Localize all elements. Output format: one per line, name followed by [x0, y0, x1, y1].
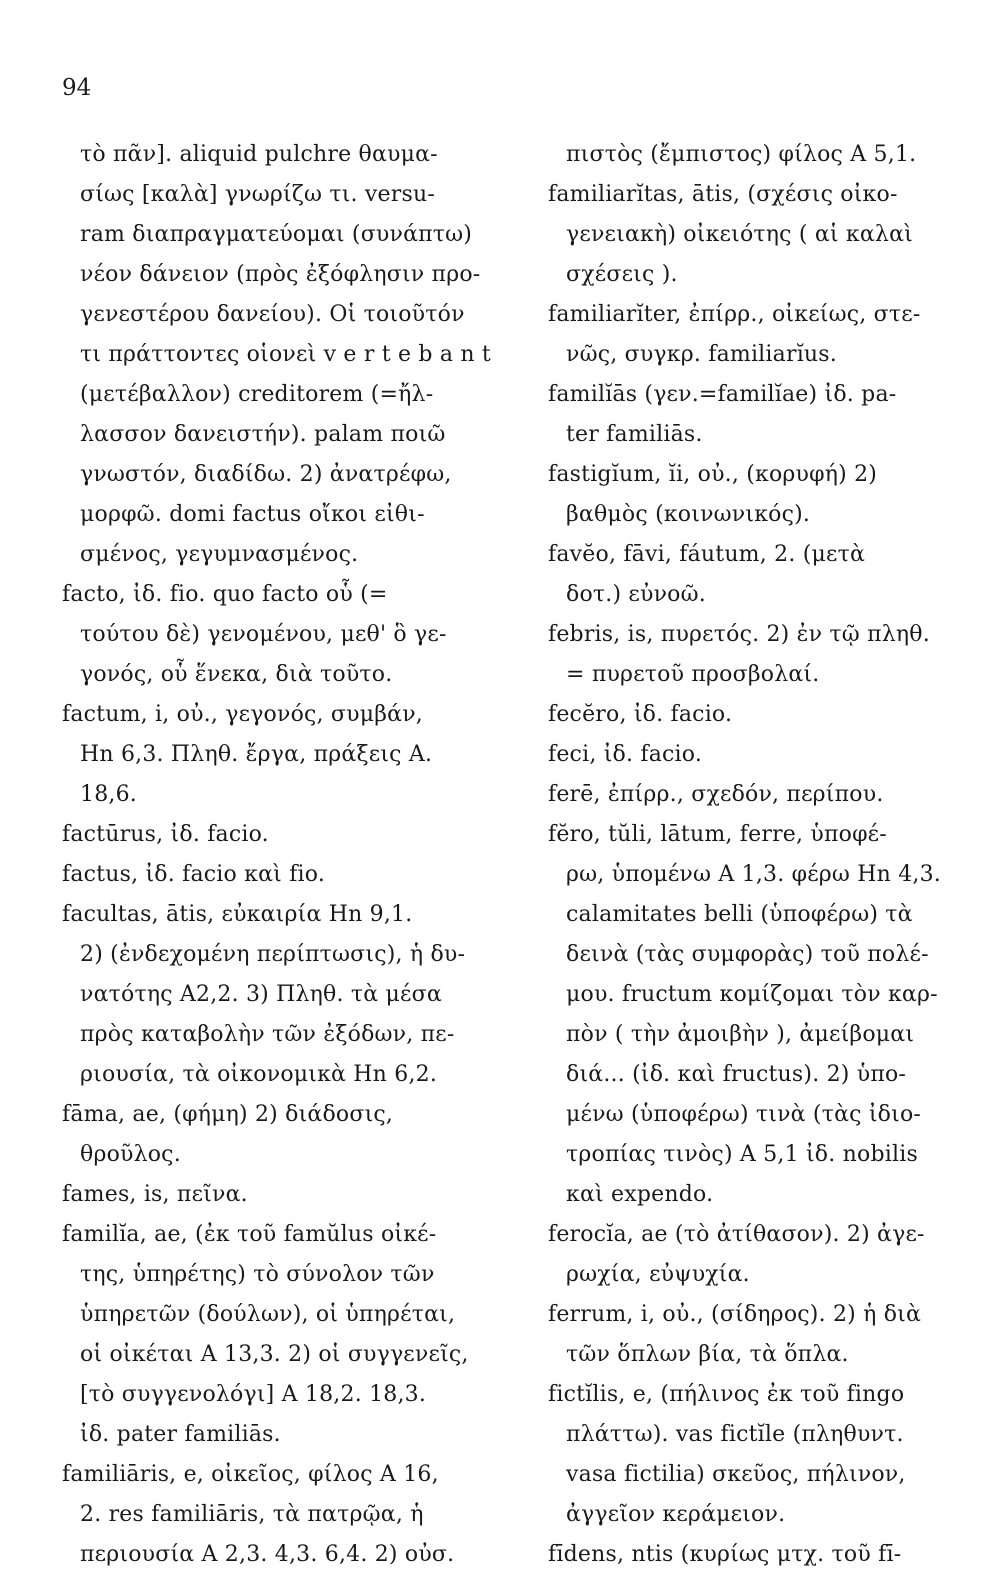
left-column	[62, 135, 514, 1575]
left-column-line: της, ὑπηρέτης) τὸ σύνολον τῶν	[80, 1262, 435, 1287]
right-column-line: γενειακὴ) οἰκειότης ( αἱ καλαὶ	[566, 222, 913, 247]
right-column-line: δεινὰ (τὰς συμφορὰς) τοῦ πολέ-	[566, 942, 929, 967]
right-column-line: δοτ.) εὐνοῶ.	[566, 582, 706, 607]
right-column	[548, 135, 980, 1575]
right-column-line: ferē, ἐπίρρ., σχεδόν, περίπου.	[548, 782, 884, 807]
left-column-line: factum, i, οὐ., γεγονός, συμβάν,	[62, 702, 423, 727]
left-column-line: facultas, ātis, εὐκαιρία Hn 9,1.	[62, 902, 413, 927]
right-column-line: feci, ἰδ. facio.	[548, 742, 703, 767]
right-column-line: vasa fictilia) σκεῦος, πήλινον,	[566, 1462, 906, 1487]
left-column-line: ἰδ. pater familiās.	[80, 1422, 281, 1447]
right-column-line: ferrum, i, οὐ., (σίδηρος). 2) ἡ διὰ	[548, 1302, 922, 1327]
right-column-line: βαθμὸς (κοινωνικός).	[566, 502, 811, 527]
left-column-line: ὑπηρετῶν (δούλων), οἱ ὑπηρέται,	[80, 1302, 456, 1327]
right-column-line: fictĭlis, e, (πήλινος ἐκ τοῦ fingo	[548, 1382, 905, 1407]
left-column-line: οἱ οἰκέται Α 13,3. 2) οἱ συγγενεῖς,	[80, 1342, 469, 1367]
left-column-line: λασσον δανειστήν). palam ποιῶ	[80, 422, 446, 447]
left-column-line: familiāris, e, οἰκεῖος, φίλος Α 16,	[62, 1462, 439, 1487]
right-column-line: τῶν ὅπλων βία, τὰ ὅπλα.	[566, 1342, 849, 1367]
left-column-line: fames, is, πεῖνα.	[62, 1182, 248, 1207]
left-column-line: νατότης Α2,2. 3) Πληθ. τὰ μέσα	[80, 982, 442, 1007]
right-column-line: διά... (ἰδ. καὶ fructus). 2) ὑπο-	[566, 1062, 907, 1087]
right-column-line: familiarĭtas, ātis, (σχέσις οἰκο-	[548, 182, 898, 207]
right-column-line: καὶ expendo.	[566, 1182, 714, 1207]
right-column-line: μου. fructum κομίζομαι τὸν καρ-	[566, 982, 938, 1007]
left-column-line: τι πράττοντες οἱονεὶ v e r t e b a n t	[80, 342, 491, 367]
left-column-line: περιουσία Α 2,3. 4,3. 6,4. 2) οὐσ.	[80, 1542, 455, 1567]
right-column-line: ter familiās.	[566, 422, 703, 447]
right-column-line: ρωχία, εὐψυχία.	[566, 1262, 750, 1287]
left-column-line: fāma, ae, (φήμη) 2) διάδοσις,	[62, 1102, 394, 1127]
right-column-line: τροπίας τινὸς) Α 5,1 ἰδ. nobilis	[566, 1142, 918, 1167]
left-column-line: 2) (ἐνδεχομένη περίπτωσις), ἡ δυ-	[80, 942, 466, 967]
right-column-line: = πυρετοῦ προσβολαί.	[566, 662, 820, 687]
left-column-line: γονός, οὗ ἕνεκα, διὰ τοῦτο.	[80, 662, 393, 687]
left-column-line: [τὸ συγγενολόγι] Α 18,2. 18,3.	[80, 1382, 427, 1407]
left-column-line: σμένος, γεγυμνασμένος.	[80, 542, 359, 567]
left-column-line: facto, ἰδ. fio. quo facto οὗ (=	[62, 582, 388, 607]
right-column-line: fĕro, tŭli, lātum, ferre, ὑποφέ-	[548, 822, 887, 847]
right-column-line: fīdens, ntis (κυρίως μτχ. τοῦ fī-	[548, 1542, 902, 1567]
right-column-line: μένω (ὑποφέρω) τινὰ (τὰς ἰδιο-	[566, 1102, 922, 1127]
left-column-line: Hn 6,3. Πληθ. ἔργα, πράξεις Α.	[80, 742, 433, 767]
right-column-line: fastigĭum, ĭi, οὐ., (κορυφή) 2)	[548, 462, 878, 487]
left-column-line: ριουσία, τὰ οἰκονομικὰ Hn 6,2.	[80, 1062, 438, 1087]
right-column-line: favĕo, fāvi, fáutum, 2. (μετὰ	[548, 542, 866, 567]
right-column-line: πιστὸς (ἔμπιστος) φίλος Α 5,1.	[566, 142, 917, 167]
right-column-line: σχέσεις ).	[566, 262, 678, 287]
right-column-line: νῶς, συγκρ. familiarĭus.	[566, 342, 837, 367]
left-column-line: πρὸς καταβολὴν τῶν ἐξόδων, πε-	[80, 1022, 455, 1047]
left-column-line: 18,6.	[80, 782, 137, 807]
right-column-line: πὸν ( τὴν ἀμοιβὴν ), ἀμείβομαι	[566, 1022, 915, 1047]
left-column-line: 2. res familiāris, τὰ πατρῷα, ἡ	[80, 1502, 424, 1527]
right-column-line: calamitates belli (ὑποφέρω) τὰ	[566, 902, 913, 927]
right-column-line: familiarĭter, ἐπίρρ., οἰκείως, στε-	[548, 302, 921, 327]
left-column-line: νέον δάνειον (πρὸς ἐξόφλησιν προ-	[80, 262, 481, 287]
left-column-line: γενεστέρου δανείου). Οἱ τοιοῦτόν	[80, 302, 465, 327]
left-column-line: μορφῶ. domi factus οἴκοι εἰθι-	[80, 502, 425, 527]
left-column-line: factūrus, ἰδ. facio.	[62, 822, 269, 847]
right-column-line: πλάττω). vas fictĭle (πληθυντ.	[566, 1422, 904, 1447]
right-column-line: febris, is, πυρετός. 2) ἐν τῷ πληθ.	[548, 622, 930, 647]
right-column-line: ρω, ὑπομένω Α 1,3. φέρω Hn 4,3.	[566, 862, 941, 887]
left-column-line: θροῦλος.	[80, 1142, 181, 1167]
left-column-line: ram διαπραγματεύομαι (συνάπτω)	[80, 222, 473, 247]
right-column-line: ferocĭa, ae (τὸ ἀτίθασον). 2) ἀγε-	[548, 1222, 925, 1247]
left-column-line: τούτου δὲ) γενομένου, μεθ' ὃ γε-	[80, 622, 447, 647]
left-column-line: factus, ἰδ. facio καὶ fio.	[62, 862, 326, 887]
right-column-line: ἀγγεῖον κεράμειον.	[566, 1502, 786, 1527]
left-column-line: σίως [καλὰ] γνωρίζω τι. versu-	[80, 182, 435, 207]
left-column-line: τὸ πᾶν]. aliquid pulchre θαυμα-	[80, 142, 438, 167]
right-column-line: fecĕro, ἰδ. facio.	[548, 702, 733, 727]
left-column-line: (μετέβαλλον) creditorem (=ἤλ-	[80, 382, 434, 407]
page-number: 94	[62, 75, 92, 101]
left-column-line: familĭa, ae, (ἐκ τοῦ famŭlus οἰκέ-	[62, 1222, 437, 1247]
right-column-line: familĭās (γεν.=familĭae) ἰδ. pa-	[548, 382, 897, 407]
left-column-line: γνωστόν, διαδίδω. 2) ἀνατρέφω,	[80, 462, 452, 487]
